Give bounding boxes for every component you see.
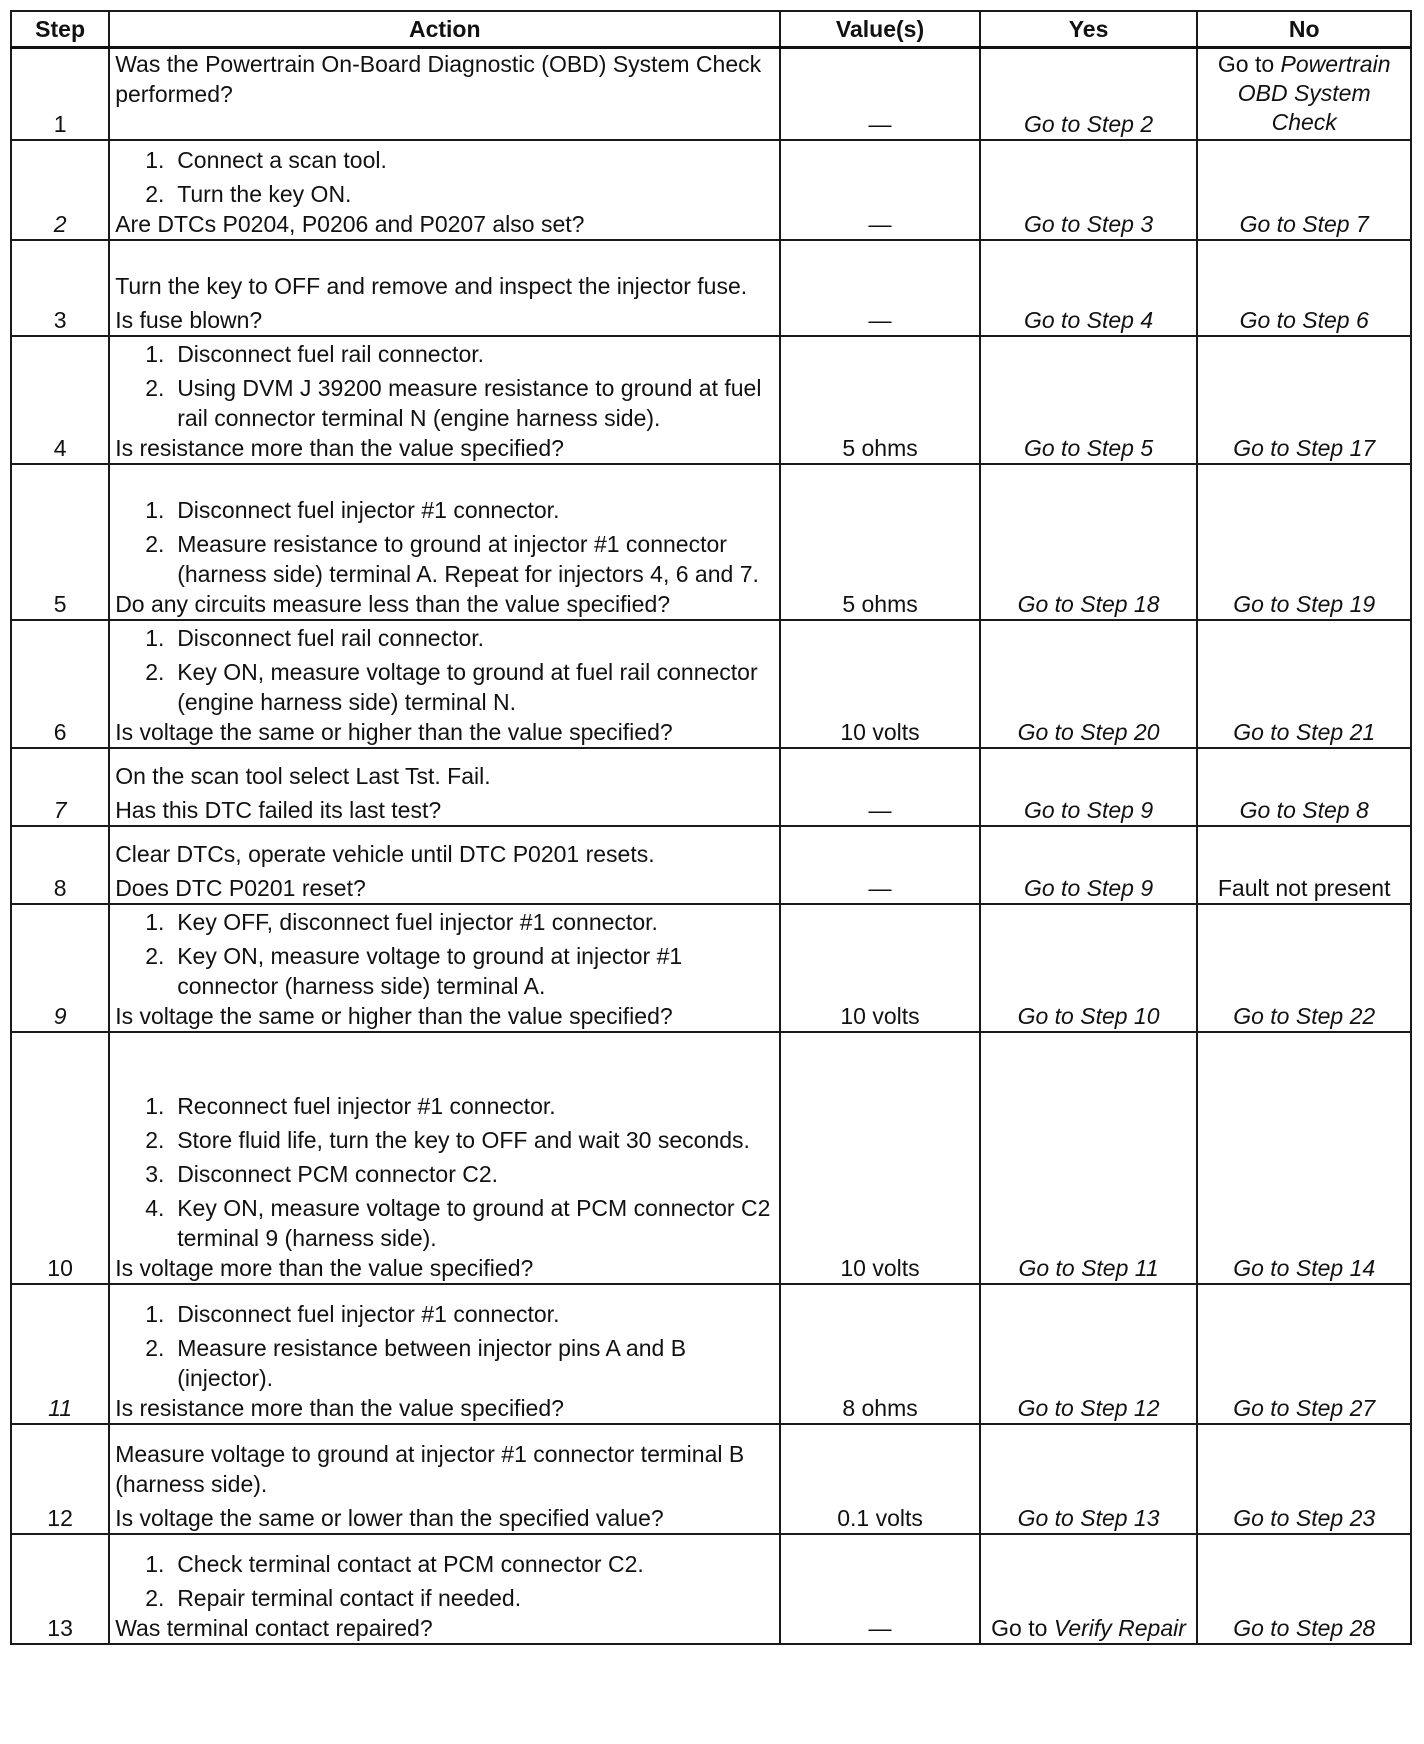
table-row [11,826,1411,904]
table-row [11,748,1411,826]
table-row [11,620,1411,748]
step-number: 1 [11,48,109,140]
action-cell [109,1534,780,1644]
action-item: 1. Check terminal contact at PCM connector C2. [115,1549,774,1579]
action-question: Is resistance more than the value specified? [115,434,564,461]
step-number: 6 [11,620,109,748]
action-item-text: Key ON, measure voltage to ground at fuel rail connector (engine harness side) terminal N. [177,658,758,715]
yes-cell: Go to Step 20 [980,620,1198,748]
header-step: Step [11,11,109,48]
step-number: 4 [11,336,109,464]
action-item: 1. Disconnect fuel rail connector. [115,339,774,369]
yes-italic-link: Verify Repair [1053,1614,1186,1641]
action-item: 2. Key ON, measure voltage to ground at fuel rail connector (engine harness side) terminal N. [115,657,774,717]
action-question: Is voltage the same or higher than the value specified? [115,1002,673,1029]
yes-cell: Go to Step 2 [980,48,1198,140]
action-question: Is fuse blown? [115,306,263,333]
value-cell: — [780,240,979,336]
yes-cell [980,1534,1198,1644]
yes-cell: Go to Step 4 [980,240,1198,336]
action-item: 2. Key ON, measure voltage to ground at injector #1 connector (harness side) terminal A. [115,941,774,1001]
action-cell [109,464,780,620]
value-cell: 0.1 volts [780,1424,979,1534]
table-row [11,140,1411,240]
table-row [11,464,1411,620]
no-italic-link: Powertrain OBD System Check [1237,51,1391,136]
action-question: Was terminal contact repaired? [115,1614,433,1641]
action-intro: Was the Powertrain On-Board Diagnostic (OBD) System Check performed? [115,51,762,107]
action-item-text: Measure resistance between injector pins A and B (injector). [177,1334,687,1391]
action-item: 1. Connect a scan tool. [115,145,774,175]
action-item-text: Store fluid life, turn the key to OFF and wait 30 seconds. [177,1126,750,1153]
action-item-text: Connect a scan tool. [177,146,387,173]
step-number: 12 [11,1424,109,1534]
table-header-row [11,11,1411,48]
action-item: 4. Key ON, measure voltage to ground at PCM connector C2 terminal 9 (harness side). [115,1193,774,1253]
no-cell: Go to Step 23 [1197,1424,1411,1534]
action-cell [109,904,780,1032]
action-item: 3. Disconnect PCM connector C2. [115,1159,774,1189]
action-item-text: Disconnect fuel rail connector. [177,340,485,367]
value-cell: — [780,1534,979,1644]
action-item-text: Measure resistance to ground at injector #1 connector (harness side) terminal A. Repeat for injectors 4, 6 and 7. [177,530,759,587]
action-intro: On the scan tool select Last Tst. Fail. [115,762,491,789]
step-number: 5 [11,464,109,620]
action-item: 2. Repair terminal contact if needed. [115,1583,774,1613]
table-row [11,1032,1411,1284]
value-cell: — [780,748,979,826]
action-item-text: Disconnect fuel rail connector. [177,624,485,651]
no-cell: Go to Step 27 [1197,1284,1411,1424]
action-question: Is voltage more than the value specified? [115,1254,534,1281]
table-row [11,904,1411,1032]
no-prefix: Go to [1217,51,1275,78]
action-item-text: Key ON, measure voltage to ground at injector #1 connector (harness side) terminal A. [177,942,683,999]
value-cell: 5 ohms [780,336,979,464]
table-row [11,1284,1411,1424]
action-item: 1. Disconnect fuel rail connector. [115,623,774,653]
value-cell: 8 ohms [780,1284,979,1424]
action-cell [109,620,780,748]
action-question: Is resistance more than the value specified? [115,1394,564,1421]
action-item: 2. Turn the key ON. [115,179,774,209]
action-item: 2. Store fluid life, turn the key to OFF and wait 30 seconds. [115,1125,774,1155]
yes-cell: Go to Step 13 [980,1424,1198,1534]
header-yes: Yes [980,11,1198,48]
step-number: 7 [11,748,109,826]
action-intro: Clear DTCs, operate vehicle until DTC P0201 resets. [115,840,655,867]
step-number: 10 [11,1032,109,1284]
step-number: 3 [11,240,109,336]
action-cell [109,1284,780,1424]
value-cell: 10 volts [780,620,979,748]
action-cell [109,1424,780,1534]
no-cell: Go to Step 21 [1197,620,1411,748]
action-item-text: Key OFF, disconnect fuel injector #1 connector. [177,908,658,935]
header-values: Value(s) [780,11,979,48]
action-item: 1. Disconnect fuel injector #1 connector. [115,495,774,525]
action-item-text: Turn the key ON. [177,180,352,207]
no-cell: Go to Step 7 [1197,140,1411,240]
step-number: 11 [11,1284,109,1424]
action-item: 2. Using DVM J 39200 measure resistance to ground at fuel rail connector terminal N (engine harness side). [115,373,774,433]
action-question: Has this DTC failed its last test? [115,796,442,823]
action-item: 2. Measure resistance to ground at injector #1 connector (harness side) terminal A. Repeat for injectors 4, 6 and 7. [115,529,774,589]
value-cell: 10 volts [780,1032,979,1284]
action-cell [109,748,780,826]
diagnostic-table [10,10,1412,1645]
action-item-text: Using DVM J 39200 measure resistance to ground at fuel rail connector terminal N (engine harness side). [177,374,762,431]
action-item-text: Disconnect PCM connector C2. [177,1160,499,1187]
value-cell: 5 ohms [780,464,979,620]
table-row [11,48,1411,140]
yes-cell: Go to Step 11 [980,1032,1198,1284]
yes-cell: Go to Step 10 [980,904,1198,1032]
action-item: 1. Disconnect fuel injector #1 connector. [115,1299,774,1329]
no-cell: Go to Step 22 [1197,904,1411,1032]
action-cell [109,140,780,240]
action-cell [109,48,780,140]
yes-cell: Go to Step 12 [980,1284,1198,1424]
step-number: 9 [11,904,109,1032]
table-row [11,336,1411,464]
no-cell: Go to Step 14 [1197,1032,1411,1284]
value-cell: 10 volts [780,904,979,1032]
value-cell: — [780,140,979,240]
step-number: 2 [11,140,109,240]
header-action: Action [109,11,780,48]
no-cell: Go to Step 6 [1197,240,1411,336]
table-row [11,240,1411,336]
step-number: 8 [11,826,109,904]
action-item: 1. Key OFF, disconnect fuel injector #1 connector. [115,907,774,937]
action-item: 2. Measure resistance between injector pins A and B (injector). [115,1333,774,1393]
action-question: Does DTC P0201 reset? [115,874,366,901]
yes-cell: Go to Step 9 [980,748,1198,826]
action-question: Are DTCs P0204, P0206 and P0207 also set? [115,210,585,237]
action-item-text: Key ON, measure voltage to ground at PCM connector C2 terminal 9 (harness side). [177,1194,771,1251]
no-cell: Go to Step 19 [1197,464,1411,620]
action-question: Is voltage the same or lower than the specified value? [115,1504,664,1531]
action-intro: Turn the key to OFF and remove and inspect the injector fuse. [115,272,748,299]
action-cell [109,336,780,464]
action-intro: Measure voltage to ground at injector #1 connector terminal B (harness side). [115,1440,745,1497]
no-cell: Go to Step 28 [1197,1534,1411,1644]
action-item-text: Check terminal contact at PCM connector C2. [177,1550,644,1577]
header-no: No [1197,11,1411,48]
no-cell: Fault not present [1197,826,1411,904]
table-row [11,1424,1411,1534]
yes-cell: Go to Step 5 [980,336,1198,464]
value-cell: — [780,48,979,140]
diagnostic-table-sheet [10,10,1412,1645]
action-cell [109,240,780,336]
action-item-text: Disconnect fuel injector #1 connector. [177,1300,560,1327]
action-question: Is voltage the same or higher than the value specified? [115,718,673,745]
yes-cell: Go to Step 18 [980,464,1198,620]
value-cell: — [780,826,979,904]
table-row [11,1534,1411,1644]
action-cell [109,826,780,904]
step-number: 13 [11,1534,109,1644]
action-item-text: Reconnect fuel injector #1 connector. [177,1092,556,1119]
action-question: Do any circuits measure less than the value specified? [115,590,671,617]
action-item-text: Repair terminal contact if needed. [177,1584,522,1611]
no-cell [1197,48,1411,140]
yes-cell: Go to Step 9 [980,826,1198,904]
action-item-text: Disconnect fuel injector #1 connector. [177,496,560,523]
action-item: 1. Reconnect fuel injector #1 connector. [115,1091,774,1121]
no-cell: Go to Step 17 [1197,336,1411,464]
action-cell [109,1032,780,1284]
yes-prefix: Go to [991,1614,1048,1641]
no-cell: Go to Step 8 [1197,748,1411,826]
yes-cell: Go to Step 3 [980,140,1198,240]
